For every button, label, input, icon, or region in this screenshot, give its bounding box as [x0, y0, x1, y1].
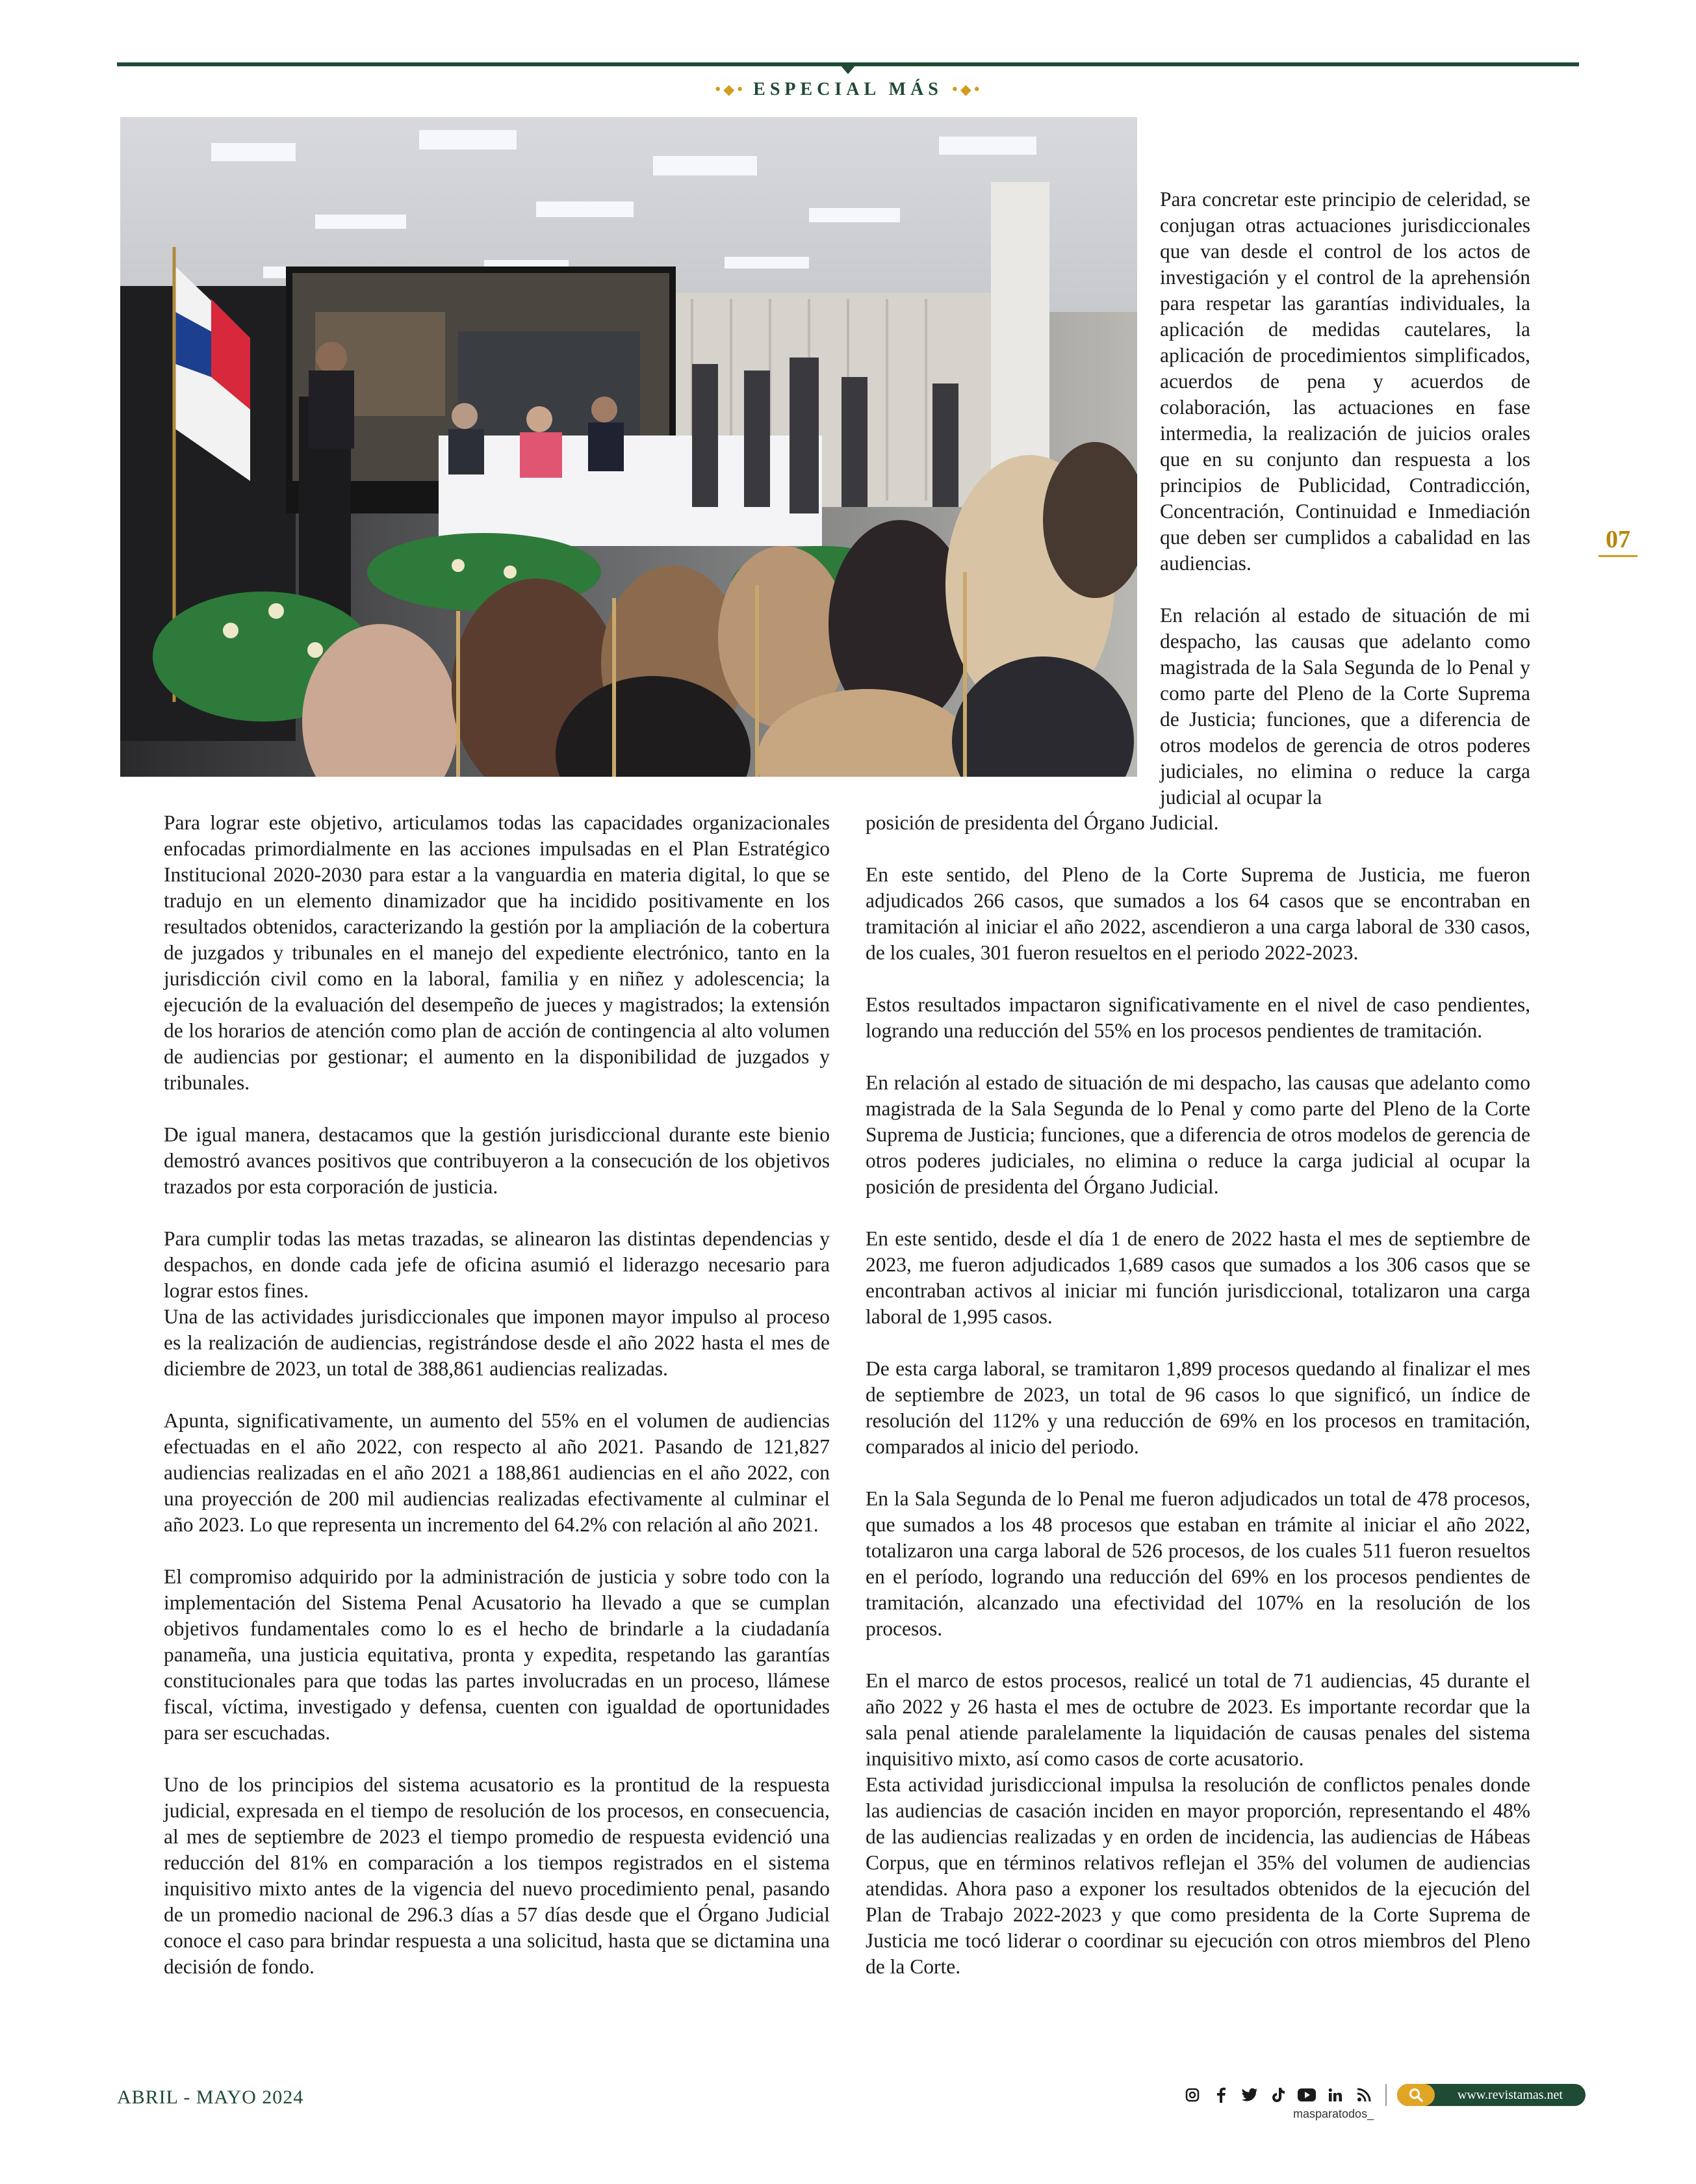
footer-links	[1183, 2080, 1586, 2119]
facebook-icon[interactable]	[1211, 2085, 1231, 2105]
paragraph: Para concretar este principio de celeridad, se conjugan otras actuaciones jurisdiccionales que van desde el control de los actos de investigación y el control de la aprehensión para respetar las garantías individuales, la aplicación de medidas cautelares, la aplicación de procedimientos simplificados, acuerdos de pena y acuerdos de colaboración, las actuaciones en fase intermedia, la realización de juicios orales que en su conjunto dan respuesta a los principios de Publicidad, Contradicción, Concentración, Continuidad e Inmediación que deben ser cumplidos a cabalidad en las audiencias.	[1160, 188, 1530, 575]
paragraph: En relación al estado de situación de mi despacho, las causas que adelanto como magistrada de la Sala Segunda de lo Penal y como parte del Pleno de la Corte Suprema de Justicia; funciones, que a diferencia de otros modelos de gerencia de otros poderes judiciales, no elimina o reduce la carga judicial al ocupar la	[1160, 604, 1530, 809]
divider	[1385, 2084, 1387, 2106]
paragraph: Una de las actividades jurisdiccionales que imponen mayor impulso al proceso es la realización de audiencias, registrándose desde el año 2022 hasta el mes de diciembre de 2023, un total de 388,861 audiencias realizadas.	[164, 1305, 830, 1380]
ornament-left: •◆•	[713, 81, 746, 98]
paragraph: Para lograr este objetivo, articulamos todas las capacidades organizacionales enfocadas primordialmente en las acciones impulsadas en el Plan Estratégico Institucional 2020-2030 para estar a la vanguardia en materia digital, lo que se tradujo en un elemento dinamizador que ha incidido positivamente en los resultados obtenidos, caracterizando la gestión por la ampliación de la cobertura de juzgados y tribunales en el manejo del expediente electrónico, tanto en la jurisdicción civil como en la laboral, familia y en niñez y adolescencia; la ejecución de la evaluación del desempeño de jueces y magistrados; la extensión de los horarios de atención como plan de acción de contingencia al alto volumen de audiencias por gestionar; el aumento en la disponibilidad de juzgados y tribunales.	[164, 811, 830, 1094]
paragraph: Uno de los principios del sistema acusatorio es la prontitud de la respuesta judicial, expresada en el tiempo de resolución de los procesos, en consecuencia, al mes de septiembre de 2023 el tiempo promedio de respuesta evidenció una reducción del 81% en comparación a los tiempos registrados en el sistema inquisitivo mixto antes de la vigencia del nuevo procedimiento penal, pasando de un promedio nacional de 296.3 días a 57 días desde que el Órgano Judicial conoce el caso para brindar respuesta a una solicitud, hasta que se dictamina una decisión de fondo.	[164, 1773, 830, 1978]
paragraph: Esta actividad jurisdiccional impulsa la resolución de conflictos penales donde las audiencias de casación inciden en mayor proporción, representando el 48% de las audiencias realizadas y en orden de incidencia, las audiencias de Hábeas Corpus, que en términos relativos reflejan el 35% del volumen de audiencias atendidas. Ahora paso a exponer los resultados obtenidos de la ejecución del Plan de Trabajo 2022-2023 y que como presidenta de la Corte Suprema de Justicia me tocó liderar o coordinar su ejecución con otros miembros del Pleno de la Corte.	[866, 1773, 1530, 1978]
issue-date: ABRIL - MAYO 2024	[117, 2086, 304, 2108]
paragraph: En la Sala Segunda de lo Penal me fueron adjudicados un total de 478 procesos, que sumados a los 48 procesos que estaban en trámite al iniciar el año 2022, totalizaron una carga laboral de 526 procesos, de los cuales 511 fueron resueltos en el período, logrando una reducción del 69% en los procesos pendientes de tramitación, alcanzado una efectividad del 107% en la resolución de los procesos.	[866, 1487, 1530, 1640]
column-right-top	[1160, 187, 1530, 811]
paragraph: En este sentido, desde el día 1 de enero de 2022 hasta el mes de septiembre de 2023, me fueron adjudicados 1,689 casos que sumados a los 306 casos que se encontraban activos al iniciar mi función jurisdiccional, totalizaron una carga laboral de 1,995 casos.	[866, 1227, 1530, 1328]
twitter-icon[interactable]	[1240, 2085, 1259, 2105]
ornament-right: •◆•	[950, 81, 983, 98]
paragraph: Para cumplir todas las metas trazadas, se alinearon las distintas dependencias y despachos, en donde cada jefe de oficina asumió el liderazgo necesario para lograr estos fines.	[164, 1227, 830, 1302]
column-left	[164, 810, 830, 2006]
social-icons	[1183, 2085, 1374, 2105]
paragraph: En este sentido, del Pleno de la Corte Suprema de Justicia, me fueron adjudicados 266 casos, que sumados a los 64 casos que se encontraban en tramitación al iniciar el año 2022, ascendieron a una carga laboral de 330 casos, de los cuales, 301 fueron resueltos en el periodo 2022-2023.	[866, 863, 1530, 964]
tiktok-icon[interactable]	[1268, 2085, 1288, 2105]
paragraph: Estos resultados impactaron significativamente en el nivel de caso pendientes, logrando una reducción del 55% en los procesos pendientes de tramitación.	[866, 993, 1530, 1042]
paragraph: De esta carga laboral, se tramitaron 1,899 procesos quedando al finalizar el mes de septiembre de 2023, un total de 96 casos lo que significó, un índice de resolución del 112% y una reducción de 69% en los procesos en tramitación, comparados al inicio del periodo.	[866, 1357, 1530, 1458]
linkedin-icon[interactable]	[1326, 2085, 1345, 2105]
website-link[interactable]	[1397, 2084, 1586, 2106]
paragraph: El compromiso adquirido por la administración de justicia y sobre todo con la implementación del Sistema Penal Acusatorio ha llevado a que se cumplan objetivos fundamentales como lo es el hecho de brindarle a la ciudadanía panameña, una justicia equitativa, pronta y expedita, respetando las garantías constitucionales para que todas las partes involucradas en un proceso, llámese fiscal, víctima, investigado y defensa, cuenten con igualdad de oportunidades para ser escuchadas.	[164, 1565, 830, 1744]
search-icon	[1397, 2084, 1435, 2106]
paragraph: De igual manera, destacamos que la gestión jurisdiccional durante este bienio demostró avances positivos que contribuyeron a la consecución de los objetivos trazados por esta corporación de justicia.	[164, 1123, 830, 1198]
paragraph: Apunta, significativamente, un aumento del 55% en el volumen de audiencias efectuadas en el año 2022, con respecto al año 2021. Pasando de 121,827 audiencias realizadas en el año 2021 a 188,861 audiencias en el año 2022, con una proyección de 200 mil audiencias realizadas efectivamente al culminar el año 2023. Lo que representa un incremento del 64.2% con relación al año 2021.	[164, 1409, 830, 1536]
section-label	[702, 77, 994, 103]
column-right	[866, 810, 1530, 1980]
header-notch	[840, 65, 856, 74]
paragraph: En el marco de estos procesos, realicé un total de 71 audiencias, 45 durante el año 2022 y 26 hasta el mes de octubre de 2023. Es importante recordar que la sala penal atiende paralelamente la liquidación de causas penales del sistema inquisitivo mixto, así como casos de corte acusatorio.	[866, 1669, 1530, 1770]
website-url[interactable]: www.revistamas.net	[1458, 2087, 1563, 2102]
page-number: 07	[1599, 525, 1638, 557]
social-handle[interactable]: masparatodos_	[1293, 2107, 1374, 2120]
paragraph: posición de presidenta del Órgano Judicial.	[866, 811, 1219, 834]
youtube-icon[interactable]	[1297, 2085, 1317, 2105]
rss-icon[interactable]	[1354, 2085, 1374, 2105]
instagram-icon[interactable]	[1183, 2085, 1202, 2105]
section-title: ESPECIAL MÁS	[753, 79, 943, 99]
paragraph: En relación al estado de situación de mi despacho, las causas que adelanto como magistrada de la Sala Segunda de lo Penal y como parte del Pleno de la Corte Suprema de Justicia; funciones, que a diferencia de otros modelos de gerencia de otros poderes judiciales, no elimina o reduce la carga judicial al ocupar la posición de presidenta del Órgano Judicial.	[866, 1071, 1530, 1198]
event-photo	[120, 117, 1137, 777]
